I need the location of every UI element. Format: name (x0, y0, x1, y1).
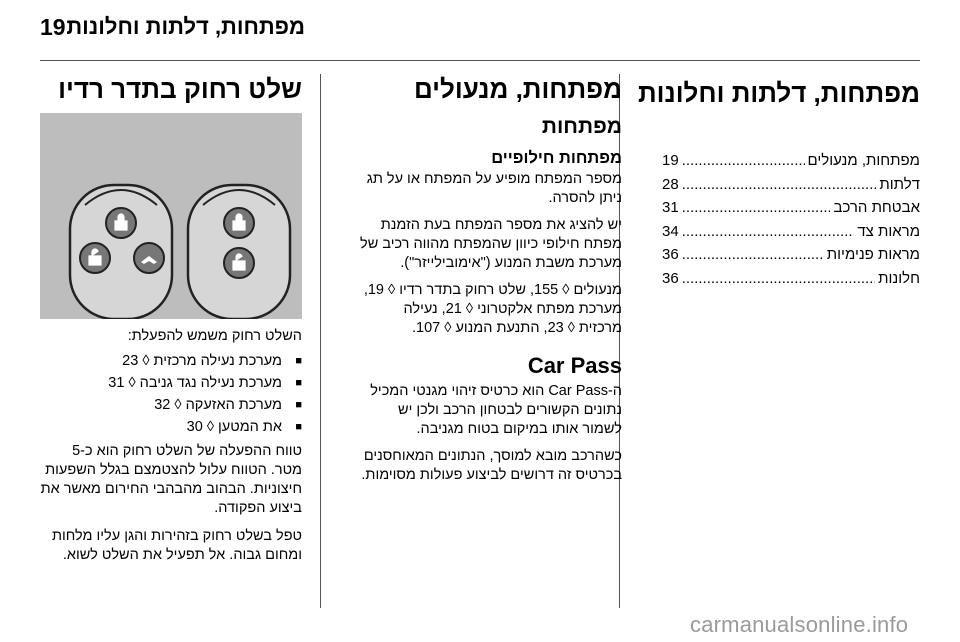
running-title: מפתחות, דלתות וחלונות (66, 14, 305, 39)
subsubsection-title: מפתחות חילופיים (491, 149, 622, 167)
keys-locks-column (358, 74, 622, 485)
caption: השלט רחוק משמש להפעלת: (127, 328, 302, 344)
leader-dots (682, 152, 805, 169)
watermark: carmanualsonline.info (690, 612, 909, 637)
page-header (0, 0, 960, 62)
list-item: ■ מערכת נעילה מרכזית ◊ 23 (40, 350, 302, 372)
list-item: ■ מערכת האזעקה ◊ 32 (40, 394, 302, 416)
subsection-title: מפתחות (541, 115, 622, 138)
table-of-contents (662, 152, 920, 293)
cross-reference-paragraph: מנעולים ◊ 155, שלט רחוק בתדר רדיו ◊ 19, מערכת מפתח אלקטרוני ◊ 21, נעילה מרכזית ◊ 23, התנעת המנוע ◊ 107. (363, 282, 622, 336)
remote-keys-illustration (40, 113, 302, 319)
list-item: ■ מערכת נעילה נגד גניבה ◊ 31 (40, 372, 302, 394)
paragraph: ה-Car Pass הוא כרטיס זיהוי מגנטי המכיל נתונים הקשורים לבטחון הרכב ולכן יש לשמור אותו במיקום בטוח מגניבה. (370, 383, 622, 437)
paragraph: מספר המפתח מופיע על המפתח או על תג ניתן להסרה. (366, 171, 622, 206)
leader-dots (682, 270, 875, 287)
toc-entry[interactable]: אבטחת הרכב ..... 31 (662, 199, 920, 223)
toc-entry[interactable]: מראות פנימיות ..... 36 (662, 246, 920, 270)
function-list (40, 350, 302, 438)
remote-keys-image (40, 113, 302, 319)
toc-entry[interactable]: חלונות ..... 36 (662, 270, 920, 294)
toc-entry[interactable]: מראות צד ..... 34 (662, 223, 920, 247)
leader-dots (682, 223, 855, 240)
key-fob-right (188, 185, 290, 319)
key-fob-left (70, 185, 172, 319)
toc-entry[interactable]: מפתחות, מנעולים ..... 19 (662, 152, 920, 176)
chapter-title: מפתחות, דלתות וחלונות (637, 78, 920, 108)
paragraph: יש להציג את מספר המפתח בעת הזמנת מפתח חילופי כיוון שהמפתח מהווה רכיב של מערכת משבת המנוע ("אימובילייזר"). (360, 217, 622, 271)
list-item: ■ את המטען ◊ 30 (40, 416, 302, 438)
chapter-contents-column (637, 78, 920, 293)
column-divider (320, 74, 321, 608)
section-title: שלט רחוק בתדר רדיו (58, 74, 302, 104)
section-title: מפתחות, מנעולים (413, 74, 622, 104)
paragraph: טפל בשלט רחוק בזהירות והגן עליו מלחות ומחום גבוה. אל תפעיל את השלט לשוא. (51, 528, 302, 563)
paragraph: טווח ההפעלה של השלט רחוק הוא כ-5 מטר. הטווח עלול להצטמצם בגלל השפעות חיצוניות. הבהוב מהבהבי החירום מאשר את ביצוע הפקודה. (40, 443, 302, 516)
leader-dots (682, 199, 831, 216)
paragraph: כשהרכב מובא למוסך, הנתונים המאוחסנים בכרטיס זה דרושים לביצוע פעולות מסוימות. (361, 448, 622, 483)
page-number: 19 (40, 14, 66, 40)
radio-remote-column (40, 74, 302, 565)
car-pass-heading: Car Pass (527, 353, 622, 378)
header-rule (40, 60, 920, 61)
leader-dots (682, 176, 877, 193)
toc-entry[interactable]: דלתות ..... 28 (662, 176, 920, 200)
leader-dots (682, 246, 824, 263)
